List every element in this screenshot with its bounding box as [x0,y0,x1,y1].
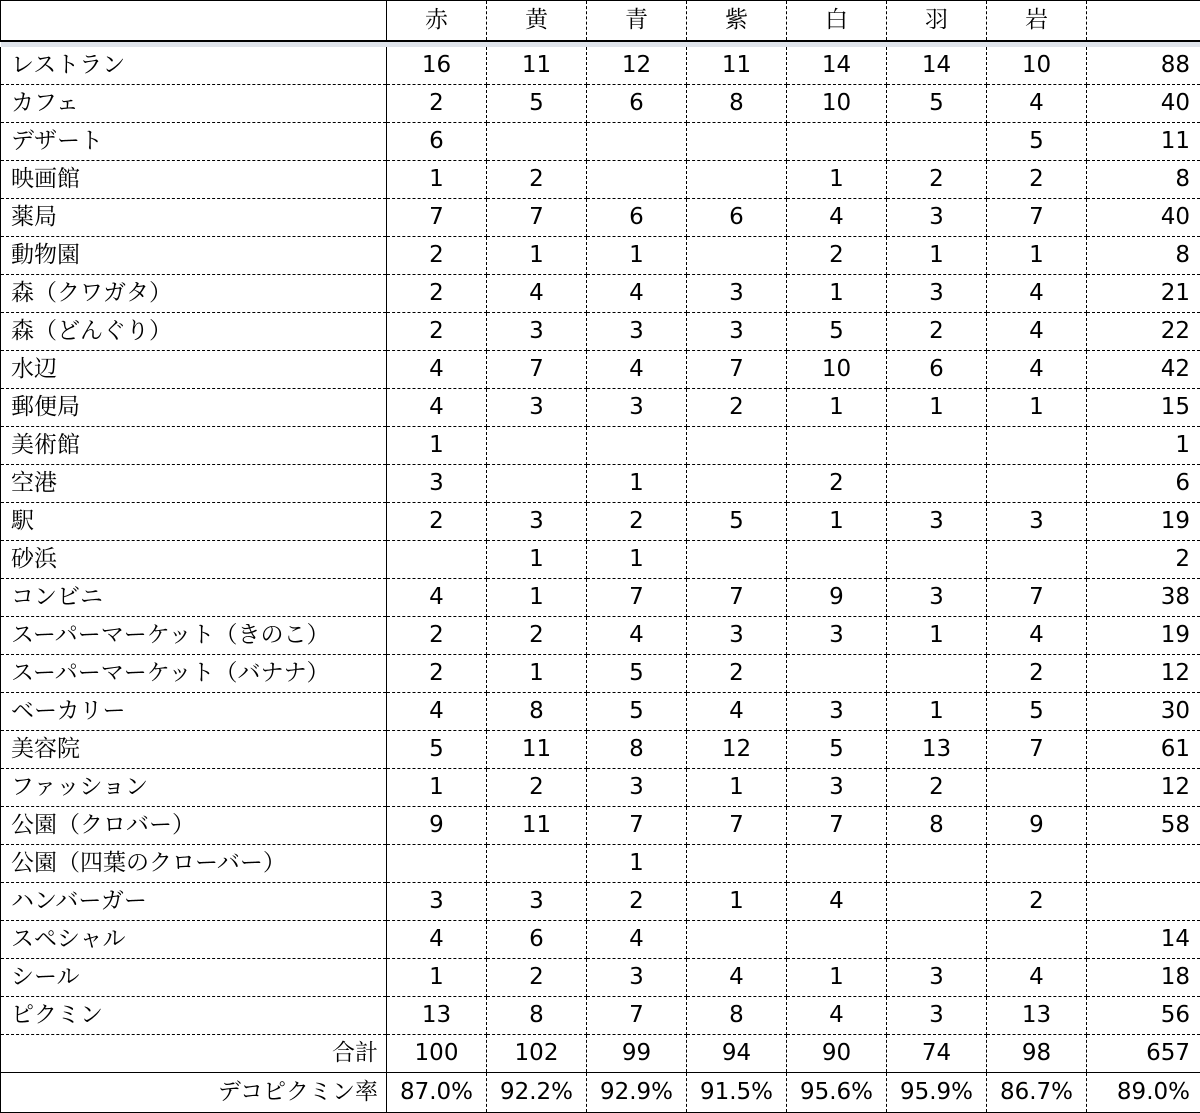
value-cell[interactable]: 7 [587,579,687,617]
table-row [1,123,1200,161]
value-cell[interactable]: 99 [587,1035,687,1073]
value-cell[interactable]: 4 [787,997,887,1035]
total-cell[interactable]: 19 [1087,617,1200,655]
value-cell[interactable]: 3 [787,693,887,731]
value-cell[interactable]: 2 [887,769,987,807]
value-cell[interactable] [887,921,987,959]
value-cell[interactable]: 14 [787,47,887,85]
value-cell[interactable]: 8 [487,693,587,731]
value-cell[interactable]: 3 [587,769,687,807]
row-label-cell[interactable]: カフェ [1,85,387,123]
value-cell[interactable]: 3 [887,275,987,313]
value-cell[interactable]: 2 [887,313,987,351]
total-cell[interactable] [1087,845,1200,883]
value-cell[interactable]: 1 [587,237,687,275]
row-label-cell[interactable]: 砂浜 [1,541,387,579]
value-cell[interactable]: 6 [587,199,687,237]
value-cell[interactable]: 2 [787,237,887,275]
value-cell[interactable]: 10 [787,351,887,389]
value-cell[interactable]: 4 [487,275,587,313]
value-cell[interactable]: 6 [387,123,487,161]
value-cell[interactable]: 16 [387,47,487,85]
total-cell[interactable]: 42 [1087,351,1200,389]
value-cell[interactable]: 1 [787,161,887,199]
value-cell[interactable] [487,845,587,883]
value-cell[interactable] [687,921,787,959]
total-cell[interactable]: 88 [1087,47,1200,85]
value-cell[interactable]: 5 [987,693,1087,731]
value-cell[interactable]: 1 [587,465,687,503]
value-cell[interactable]: 7 [987,199,1087,237]
value-cell[interactable]: 2 [387,85,487,123]
value-cell[interactable]: 2 [387,275,487,313]
value-cell[interactable]: 11 [687,47,787,85]
table-row [1,47,1200,85]
column-header[interactable]: 青 [587,1,687,41]
column-header[interactable]: 羽 [887,1,987,41]
value-cell[interactable]: 92.9% [587,1073,687,1113]
value-cell[interactable]: 3 [887,503,987,541]
value-cell[interactable]: 4 [587,921,687,959]
value-cell[interactable]: 5 [587,655,687,693]
value-cell[interactable]: 2 [487,959,587,997]
total-cell[interactable]: 40 [1087,199,1200,237]
value-cell[interactable]: 3 [887,959,987,997]
value-cell[interactable] [687,427,787,465]
total-cell[interactable]: 19 [1087,503,1200,541]
value-cell[interactable] [887,541,987,579]
row-label-cell[interactable]: ベーカリー [1,693,387,731]
value-cell[interactable]: 4 [987,313,1087,351]
value-cell[interactable]: 13 [387,997,487,1035]
table-row [1,617,1200,655]
value-cell[interactable]: 3 [587,389,687,427]
total-cell[interactable]: 657 [1087,1035,1200,1073]
value-cell[interactable]: 5 [487,85,587,123]
value-cell[interactable]: 5 [587,693,687,731]
value-cell[interactable] [987,427,1087,465]
value-cell[interactable]: 1 [687,883,787,921]
value-cell[interactable]: 5 [887,85,987,123]
total-cell[interactable]: 61 [1087,731,1200,769]
value-cell[interactable]: 2 [987,161,1087,199]
total-cell[interactable]: 6 [1087,465,1200,503]
row-label-cell[interactable]: シール [1,959,387,997]
value-cell[interactable] [687,541,787,579]
row-label-cell[interactable]: スペシャル [1,921,387,959]
table-row [1,161,1200,199]
sum-row [1,1035,1200,1073]
total-cell[interactable]: 14 [1087,921,1200,959]
value-cell[interactable]: 4 [587,275,687,313]
value-cell[interactable]: 3 [687,313,787,351]
value-cell[interactable]: 5 [987,123,1087,161]
value-cell[interactable]: 3 [887,199,987,237]
value-cell[interactable]: 11 [487,807,587,845]
value-cell[interactable]: 9 [787,579,887,617]
value-cell[interactable]: 87.0% [387,1073,487,1113]
value-cell[interactable]: 98 [987,1035,1087,1073]
value-cell[interactable]: 8 [687,997,787,1035]
total-cell[interactable]: 12 [1087,769,1200,807]
value-cell[interactable]: 2 [887,161,987,199]
value-cell[interactable]: 7 [687,351,787,389]
value-cell[interactable] [687,465,787,503]
value-cell[interactable]: 1 [387,959,487,997]
value-cell[interactable]: 10 [987,47,1087,85]
total-cell[interactable]: 22 [1087,313,1200,351]
value-cell[interactable]: 3 [387,883,487,921]
value-cell[interactable]: 2 [587,503,687,541]
value-cell[interactable]: 4 [387,389,487,427]
value-cell[interactable] [887,655,987,693]
value-cell[interactable]: 7 [687,579,787,617]
value-cell[interactable]: 1 [887,693,987,731]
row-label-cell[interactable]: ピクミン [1,997,387,1035]
value-cell[interactable]: 12 [587,47,687,85]
value-cell[interactable]: 5 [387,731,487,769]
value-cell[interactable]: 10 [787,85,887,123]
table-row [1,427,1200,465]
total-cell[interactable]: 40 [1087,85,1200,123]
value-cell[interactable] [787,845,887,883]
value-cell[interactable]: 5 [787,731,887,769]
value-cell[interactable]: 8 [587,731,687,769]
value-cell[interactable]: 3 [487,313,587,351]
value-cell[interactable]: 7 [487,199,587,237]
value-cell[interactable]: 3 [687,617,787,655]
value-cell[interactable] [387,845,487,883]
total-cell[interactable]: 15 [1087,389,1200,427]
value-cell[interactable]: 7 [487,351,587,389]
value-cell[interactable]: 9 [387,807,487,845]
value-cell[interactable]: 3 [887,579,987,617]
total-cell[interactable] [1087,883,1200,921]
row-label-cell[interactable]: スーパーマーケット（きのこ） [1,617,387,655]
value-cell[interactable]: 1 [387,161,487,199]
value-cell[interactable]: 3 [387,465,487,503]
row-label-cell[interactable]: 薬局 [1,199,387,237]
value-cell[interactable]: 4 [687,959,787,997]
row-label-cell[interactable]: 森（クワガタ） [1,275,387,313]
row-label-cell[interactable]: 美容院 [1,731,387,769]
value-cell[interactable]: 3 [487,503,587,541]
value-cell[interactable]: 3 [487,883,587,921]
column-header[interactable]: 岩 [987,1,1087,41]
value-cell[interactable]: 1 [787,275,887,313]
table-row [1,997,1200,1035]
value-cell[interactable]: 4 [987,275,1087,313]
value-cell[interactable]: 7 [787,807,887,845]
value-cell[interactable]: 4 [687,693,787,731]
value-cell[interactable]: 3 [687,275,787,313]
total-cell[interactable]: 11 [1087,123,1200,161]
row-label-cell[interactable]: 公園（四葉のクローバー） [1,845,387,883]
value-cell[interactable]: 3 [787,769,887,807]
value-cell[interactable]: 14 [887,47,987,85]
table-row [1,883,1200,921]
value-cell[interactable]: 11 [487,731,587,769]
total-cell[interactable]: 38 [1087,579,1200,617]
value-cell[interactable] [587,161,687,199]
value-cell[interactable]: 1 [787,503,887,541]
row-label-cell[interactable]: スーパーマーケット（バナナ） [1,655,387,693]
value-cell[interactable] [687,161,787,199]
value-cell[interactable]: 94 [687,1035,787,1073]
value-cell[interactable]: 1 [487,579,587,617]
value-cell[interactable]: 2 [787,465,887,503]
value-cell[interactable]: 100 [387,1035,487,1073]
table-row [1,313,1200,351]
value-cell[interactable]: 4 [787,199,887,237]
value-cell[interactable]: 4 [387,693,487,731]
value-cell[interactable]: 5 [787,313,887,351]
value-cell[interactable]: 86.7% [987,1073,1087,1113]
value-cell[interactable] [787,541,887,579]
total-cell[interactable]: 12 [1087,655,1200,693]
column-header[interactable] [1087,1,1200,41]
value-cell[interactable]: 2 [387,313,487,351]
value-cell[interactable]: 91.5% [687,1073,787,1113]
value-cell[interactable]: 102 [487,1035,587,1073]
value-cell[interactable]: 1 [587,845,687,883]
value-cell[interactable] [887,883,987,921]
row-label-cell[interactable]: コンビニ [1,579,387,617]
table-row [1,503,1200,541]
value-cell[interactable]: 4 [587,617,687,655]
value-cell[interactable]: 74 [887,1035,987,1073]
value-cell[interactable]: 3 [987,503,1087,541]
value-cell[interactable]: 4 [387,579,487,617]
table-row [1,389,1200,427]
value-cell[interactable] [887,465,987,503]
value-cell[interactable]: 4 [987,351,1087,389]
total-cell[interactable]: 56 [1087,997,1200,1035]
total-cell[interactable]: 8 [1087,237,1200,275]
value-cell[interactable] [787,655,887,693]
value-cell[interactable]: 3 [787,617,887,655]
value-cell[interactable]: 1 [487,237,587,275]
value-cell[interactable]: 2 [387,655,487,693]
row-label-cell[interactable]: ハンバーガー [1,883,387,921]
value-cell[interactable] [487,465,587,503]
value-cell[interactable]: 7 [587,807,687,845]
value-cell[interactable]: 1 [487,541,587,579]
value-cell[interactable]: 4 [787,883,887,921]
total-cell[interactable]: 89.0% [1087,1073,1200,1113]
value-cell[interactable] [487,427,587,465]
value-cell[interactable] [987,921,1087,959]
value-cell[interactable] [787,123,887,161]
table-row [1,465,1200,503]
value-cell[interactable]: 11 [487,47,587,85]
table-row [1,959,1200,997]
value-cell[interactable]: 3 [587,313,687,351]
value-cell[interactable] [387,541,487,579]
value-cell[interactable]: 2 [587,883,687,921]
row-label-cell[interactable]: 公園（クロバー） [1,807,387,845]
table-row [1,199,1200,237]
table-row [1,807,1200,845]
table-row [1,921,1200,959]
value-cell[interactable]: 2 [387,237,487,275]
value-cell[interactable]: 4 [587,351,687,389]
row-label-cell[interactable]: 美術館 [1,427,387,465]
value-cell[interactable]: 3 [887,997,987,1035]
value-cell[interactable]: 1 [687,769,787,807]
column-header[interactable]: 赤 [387,1,487,41]
value-cell[interactable] [987,845,1087,883]
column-header[interactable] [1,1,387,41]
total-cell[interactable]: 21 [1087,275,1200,313]
value-cell[interactable] [887,427,987,465]
value-cell[interactable]: 2 [987,883,1087,921]
value-cell[interactable]: 1 [887,389,987,427]
total-cell[interactable]: 58 [1087,807,1200,845]
value-cell[interactable]: 2 [487,161,587,199]
value-cell[interactable]: 7 [987,731,1087,769]
value-cell[interactable]: 1 [987,237,1087,275]
value-cell[interactable]: 4 [987,85,1087,123]
value-cell[interactable]: 1 [887,617,987,655]
column-header[interactable]: 紫 [687,1,787,41]
row-label-cell[interactable]: 動物園 [1,237,387,275]
total-cell[interactable]: 8 [1087,161,1200,199]
row-label-cell[interactable]: 郵便局 [1,389,387,427]
value-cell[interactable]: 13 [987,997,1087,1035]
value-cell[interactable]: 7 [587,997,687,1035]
value-cell[interactable]: 92.2% [487,1073,587,1113]
value-cell[interactable]: 2 [487,769,587,807]
total-cell[interactable]: 2 [1087,541,1200,579]
value-cell[interactable] [887,123,987,161]
value-cell[interactable]: 3 [487,389,587,427]
value-cell[interactable]: 7 [687,807,787,845]
value-cell[interactable]: 6 [587,85,687,123]
value-cell[interactable]: 1 [487,655,587,693]
value-cell[interactable]: 8 [687,85,787,123]
row-label-cell[interactable]: 水辺 [1,351,387,389]
value-cell[interactable]: 2 [387,503,487,541]
value-cell[interactable]: 4 [987,617,1087,655]
table-row [1,769,1200,807]
value-cell[interactable]: 95.9% [887,1073,987,1113]
value-cell[interactable]: 90 [787,1035,887,1073]
value-cell[interactable]: 1 [587,541,687,579]
value-cell[interactable]: 2 [487,617,587,655]
value-cell[interactable]: 6 [887,351,987,389]
value-cell[interactable]: 12 [687,731,787,769]
value-cell[interactable]: 1 [387,769,487,807]
value-cell[interactable] [987,769,1087,807]
value-cell[interactable]: 95.6% [787,1073,887,1113]
value-cell[interactable]: 7 [987,579,1087,617]
value-cell[interactable]: 1 [787,959,887,997]
value-cell[interactable] [687,237,787,275]
total-cell[interactable]: 1 [1087,427,1200,465]
value-cell[interactable]: 8 [887,807,987,845]
rate-row [1,1073,1200,1113]
value-cell[interactable] [487,123,587,161]
total-cell[interactable]: 18 [1087,959,1200,997]
value-cell[interactable]: 4 [387,921,487,959]
total-cell[interactable]: 30 [1087,693,1200,731]
table-row [1,655,1200,693]
value-cell[interactable]: 2 [687,655,787,693]
value-cell[interactable]: 1 [987,389,1087,427]
row-label-cell[interactable]: 駅 [1,503,387,541]
value-cell[interactable] [887,845,987,883]
table-row [1,579,1200,617]
value-cell[interactable]: 8 [487,997,587,1035]
row-label-cell[interactable]: デザート [1,123,387,161]
value-cell[interactable]: 1 [787,389,887,427]
value-cell[interactable]: 5 [687,503,787,541]
value-cell[interactable]: 1 [387,427,487,465]
value-cell[interactable]: 7 [387,199,487,237]
value-cell[interactable]: 2 [387,617,487,655]
row-label-cell[interactable]: 合計 [1,1035,387,1073]
value-cell[interactable]: 4 [387,351,487,389]
column-header[interactable]: 白 [787,1,887,41]
row-label-cell[interactable]: 森（どんぐり） [1,313,387,351]
table-row [1,85,1200,123]
value-cell[interactable]: 13 [887,731,987,769]
value-cell[interactable]: 6 [487,921,587,959]
table-row [1,275,1200,313]
row-label-cell[interactable]: デコピクミン率 [1,1073,387,1113]
row-label-cell[interactable]: 空港 [1,465,387,503]
row-label-cell[interactable]: ファッション [1,769,387,807]
row-label-cell[interactable]: 映画館 [1,161,387,199]
header-row [1,1,1200,41]
row-label-cell[interactable]: レストラン [1,47,387,85]
table-row [1,693,1200,731]
table-row [1,845,1200,883]
value-cell[interactable]: 9 [987,807,1087,845]
value-cell[interactable]: 2 [987,655,1087,693]
value-cell[interactable] [987,541,1087,579]
column-header[interactable]: 黄 [487,1,587,41]
table-row [1,351,1200,389]
table-row [1,237,1200,275]
value-cell[interactable]: 3 [587,959,687,997]
table-row [1,731,1200,769]
value-cell[interactable] [787,921,887,959]
value-cell[interactable] [687,845,787,883]
value-cell[interactable]: 2 [687,389,787,427]
value-cell[interactable]: 6 [687,199,787,237]
table-row [1,541,1200,579]
value-cell[interactable]: 4 [987,959,1087,997]
value-cell[interactable] [687,123,787,161]
value-cell[interactable] [987,465,1087,503]
value-cell[interactable] [587,123,687,161]
value-cell[interactable] [587,427,687,465]
value-cell[interactable]: 1 [887,237,987,275]
value-cell[interactable] [787,427,887,465]
